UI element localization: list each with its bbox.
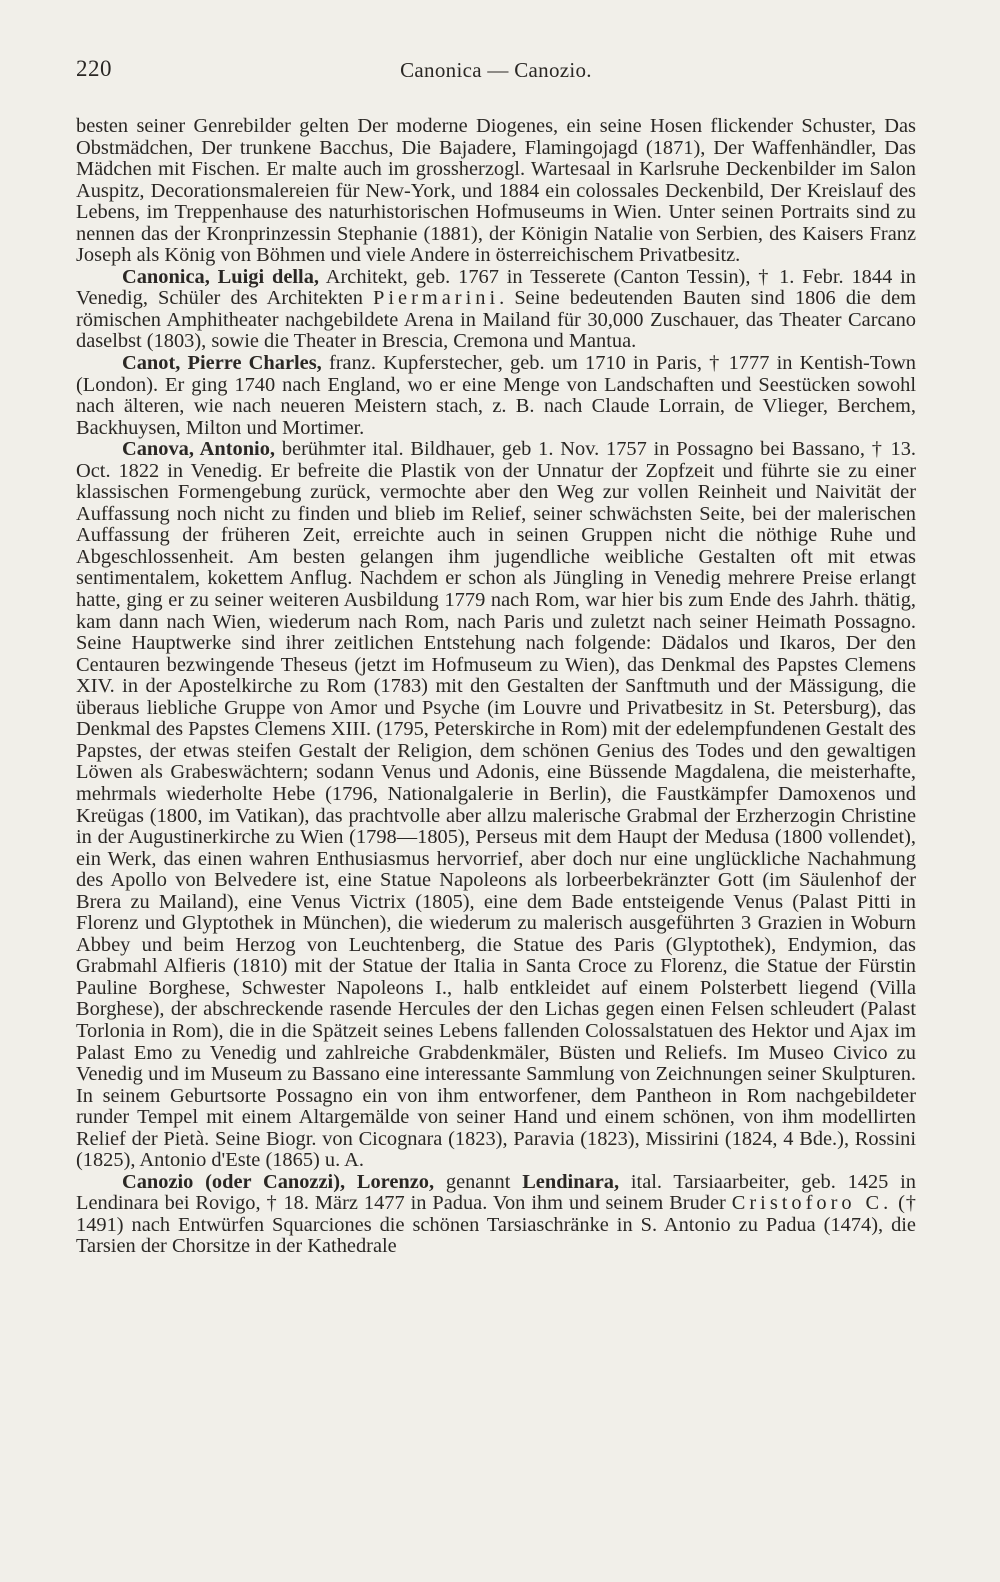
page-header [76,56,916,96]
entry-canonica [76,267,916,353]
entry-text: franz. Kupferstecher, geb. um 1710 in Paris, † 1777 in Kentish-Town (London). Er ging 1740 nach England, wo er eine Menge von Landschaften und Seestücken sowohl nach älteren, wie nach neueren Meistern stach, z. B. nach Claude Lorrain, de Vlieger, Berchem, Backhuysen, Milton und Mortimer. [76,352,916,439]
entry-headword-alias: Lendinara, [522,1170,620,1193]
entry-spaced-name: Cristoforo C. [731,1192,893,1215]
entry-headword: Canozio (oder Canozzi), Lorenzo, [122,1170,435,1193]
entry-text: berühmter ital. Bildhauer, geb 1. Nov. 1757 in Possagno bei Bassano, † 13. Oct. 1822 in Venedig. Er befreite die Plastik von der Unnatur der Zopfzeit und führte sie zu einer klassischen Formengebung zurück, vermochte aber den Weg zur vollen Reinheit und Naivität der Auffassung noch nicht zu finden und blieb im Relief, seiner schwächsten Seite, bei der malerischen Auffassung der früheren Zeit, erreichte auch in seinen Gruppen nicht die nöthige Ruhe und Abgeschlossenheit. Am besten gelangen ihm jugendliche weibliche Gestalten oft mit etwas sentimentalem, kokettem Anflug. Nachdem er schon als Jüngling in Venedig mehrere Preise erlangt hatte, ging er zu seiner weiteren Ausbildung 1779 nach Rom, war hier bis zum Ende des Jahrh. thätig, kam dann nach Wien, wiederum nach Rom, nach Paris und zuletzt nach seiner Heimath Possagno. Seine Hauptwerke sind ihrer zeitlichen Entstehung nach folgende: Dädalos und Ikaros, Der den Centauren bezwingende Theseus (jetzt im Hofmuseum zu Wien), das Denkmal des Papstes Clemens XIV. in der Apostelkirche zu Rom (1783) mit den Gestalten der Sanftmuth und der Mässigung, die überaus liebliche Gruppe von Amor und Psyche (im Louvre und Privatbesitz in St. Petersburg), das Denkmal des Papstes Clemens XIII. (1795, Peterskirche in Rom) mit der edelempfundenen Gestalt des Papstes, der etwas steifen Gestalt der Religion, dem schönen Genius des Todes und den gewaltigen Löwen als Grabeswächtern; sodann Venus und Adonis, eine Büssende Magdalena, die meisterhafte, mehrmals wiederholte Hebe (1796, Nationalgalerie in Berlin), die Faustkämpfer Damoxenos und Kreügas (1800, im Vatikan), das prachtvolle aber allzu malerische Grabmal der Erzherzogin Christine in der Augustinerkirche zu Wien (1798—1805), Perseus mit dem Haupt der Medusa (1800 vollendet), ein Werk, das einen wahren Enthusiasmus hervorrief, aber doch nur eine unglückliche Nachahmung des Apollo von Belvedere ist, eine Statue Napoleons als lorbeerbekränzter Gott (im Säulenhof der Brera zu Mailand), eine Venus Victrix (1805), eine dem Bade entsteigende Venus (Palast Pitti in Florenz und Glyptothek in München), die wiederum zu malerisch ausgeführten 3 Grazien in Woburn Abbey und beim Herzog von Leuchtenberg, die Statue des Paris (Glyptothek), Endymion, das Grabmahl Alfieris (1810) mit der Statue der Italia in Santa Croce zu Florenz, die Statue der Fürstin Pauline Borghese, Schwester Napoleons I., halb entkleidet auf einem Polsterbett liegend (Villa Borghese), der abschreckende rasende Hercules der den Lichas gegen einen Felsen schleudert (Palast Torlonia in Rom), die in die Spätzeit seines Lebens fallenden Colossalstatuen des Hektor und Ajax im Palast Emo zu Venedig und zahlreiche Grabdenkmäler, Büsten und Reliefs. Im Museo Civico zu Venedig und im Museum zu Bassano eine interessante Sammlung von Zeichnungen seiner Skulpturen. In seinem Geburtsorte Possagno ein von ihm entworfener, dem Pantheon in Rom nachgebildeter runder Tempel mit einem Altargemälde von seiner Hand und einem schönen, von ihm modellirten Relief der Pietà. Seine Biogr. von Cicognara (1823), Paravia (1823), Missirini (1824, 4 Bde.), Rossini (1825), Antonio d'Este (1865) u. A. [76,438,916,1172]
entry-text: († 1491) nach Entwürfen Squarciones die schönen Tarsiaschränke in S. Antonio zu Padua (1474), die Tarsien der Chorsitze in der Kathedrale [76,1192,916,1258]
entry-canova [76,439,916,1172]
entry-canozio [76,1172,916,1258]
entry-text: Architekt, geb. 1767 in Tesserete (Canton Tessin), † 1. Febr. 1844 in Venedig, Schüler des Architekten [76,265,916,310]
page-number: 220 [76,56,112,81]
entry-headword: Canot, Pierre Charles, [122,352,322,375]
running-head: Canonica — Canozio. [400,58,592,82]
body-text [76,116,916,1258]
entry-text: . Seine bedeutenden Bauten sind 1806 die dem römischen Amphitheater nachgebildete Arena in Mailand für 30,000 Zuschauer, das Theater Carcano daselbst (1803), sowie die Theater in Brescia, Cremona und Mantua. [76,287,916,353]
paragraph-continuation: besten seiner Genrebilder gelten Der moderne Diogenes, ein seine Hosen flickender Schuster, Das Obstmädchen, Der trunkene Bacchus, Die Bajadere, Flamingojagd (1871), Der Waffenhändler, Das Mädchen mit Fischen. Er malte auch im grossherzogl. Wartesaal in Karlsruhe Deckenbilder im Salon Auspitz, Decorationsmalereien für New-York, und 1884 ein colossales Deckenbild, Der Kreislauf des Lebens, im Treppenhause des naturhistorischen Hofmuseums in Wien. Unter seinen Portraits sind zu nennen das der Kronprinzessin Stephanie (1881), der Königin Natalie von Serbien, des Kaisers Franz Joseph als König von Böhmen und viele Andere in österreichischem Privatbesitz. [76,115,916,267]
entry-text: ital. Tarsiaarbeiter, geb. 1425 in Lendinara bei Rovigo, † 18. März 1477 in Padua. Von ihm und seinem Bruder [76,1170,916,1215]
entry-canot [76,353,916,439]
entry-headword: Canova, Antonio, [122,438,275,461]
entry-text: genannt [434,1170,523,1193]
entry-headword: Canonica, Luigi della, [122,265,320,288]
entry-spaced-name: Piermarini [373,287,500,310]
